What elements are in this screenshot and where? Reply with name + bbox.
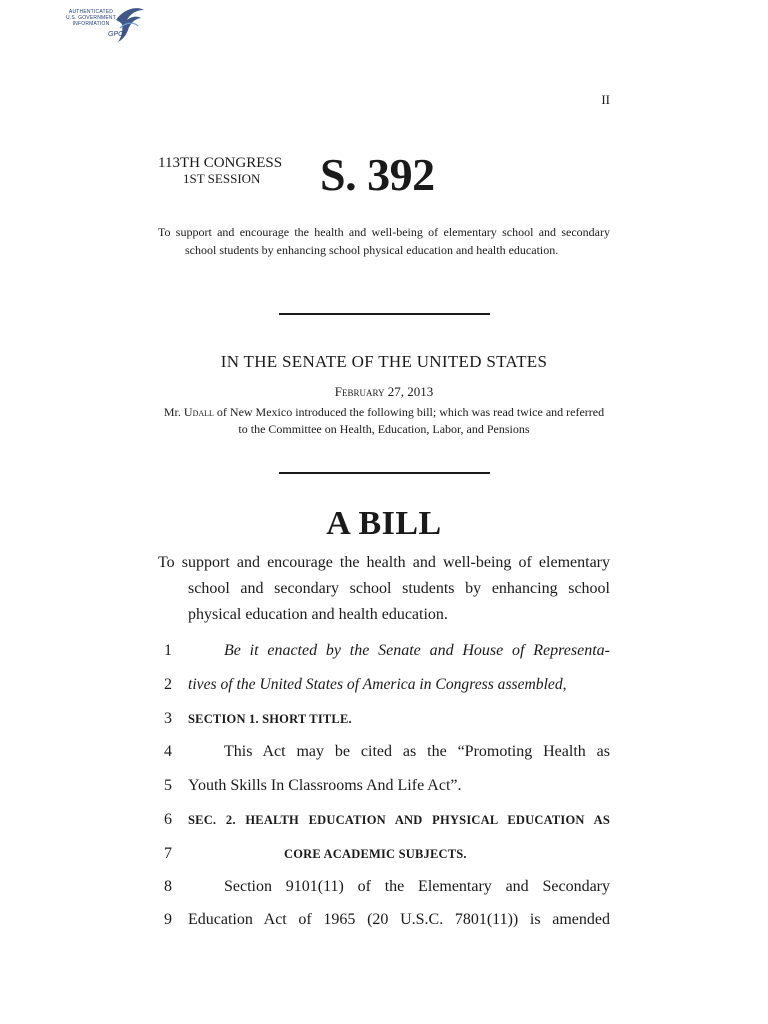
session-label: 1ST SESSION (183, 171, 261, 186)
bill-number: S. 392 (320, 149, 435, 200)
divider (279, 472, 490, 474)
section-heading: SECTION 1. SHORT TITLE. (188, 712, 352, 726)
section-heading: SEC. 2. HEALTH EDUCATION AND PHYSICAL EDUCATION AS (188, 813, 610, 827)
bill-line (160, 710, 610, 734)
line-number: 9 (164, 911, 172, 928)
gpo-logo (62, 6, 146, 46)
bill-line (160, 642, 610, 666)
bill-line (160, 777, 610, 801)
line-number: 4 (164, 743, 172, 760)
bill-line (160, 743, 610, 767)
line-number: 3 (164, 710, 172, 727)
introduction-statement: Mr. Udall of New Mexico introduced the following bill; which was read twice and referred to the Committee on Health, Education, Labor, and Pensions (163, 405, 605, 436)
divider (279, 313, 490, 315)
chamber-heading: IN THE SENATE OF THE UNITED STATES (220, 352, 548, 371)
bill-purpose: To support and encourage the health and well-being of elementary school and secondary school students by enhancing school physical education and health education. (158, 554, 610, 623)
line-number: 1 (164, 642, 172, 659)
bill-line (160, 676, 610, 700)
gpo-mark: GPO (108, 31, 124, 38)
bill-line (160, 878, 610, 902)
line-number: 2 (164, 676, 172, 693)
enacting-clause: tives of the United States of America in Congress assembled, (188, 676, 567, 693)
bill-line (160, 845, 610, 869)
line-number: 8 (164, 878, 172, 895)
gpo-logo-text: AUTHENTICATED U.S. GOVERNMENT INFORMATION (66, 9, 116, 27)
section-text: Section 9101(11) of the Elementary and Secondary (224, 878, 610, 895)
congress-label: 113TH CONGRESS (158, 155, 283, 171)
section-heading: CORE ACADEMIC SUBJECTS. (284, 847, 467, 861)
line-number: 5 (164, 777, 172, 794)
section-text: Youth Skills In Classrooms And Life Act”. (188, 777, 462, 794)
section-text: This Act may be cited as the “Promoting Health as (224, 743, 610, 760)
introduction-date: February 27, 2013 (334, 384, 434, 399)
bill-purpose-summary: To support and encourage the health and well-being of elementary school and secondary school students by enhancing school physical education and health education. (158, 225, 610, 257)
bill-version: II (601, 92, 610, 107)
bill-line (160, 911, 610, 935)
bill-line (160, 811, 610, 835)
eagle-icon (112, 6, 146, 44)
sponsor-name: Udall (183, 405, 214, 419)
enacting-clause: Be it enacted by the Senate and House of Representa- (224, 642, 610, 659)
line-number: 7 (164, 845, 172, 862)
bill-title: A BILL (326, 505, 442, 542)
line-number: 6 (164, 811, 172, 828)
section-text: Education Act of 1965 (20 U.S.C. 7801(11)) is amended (188, 911, 610, 928)
